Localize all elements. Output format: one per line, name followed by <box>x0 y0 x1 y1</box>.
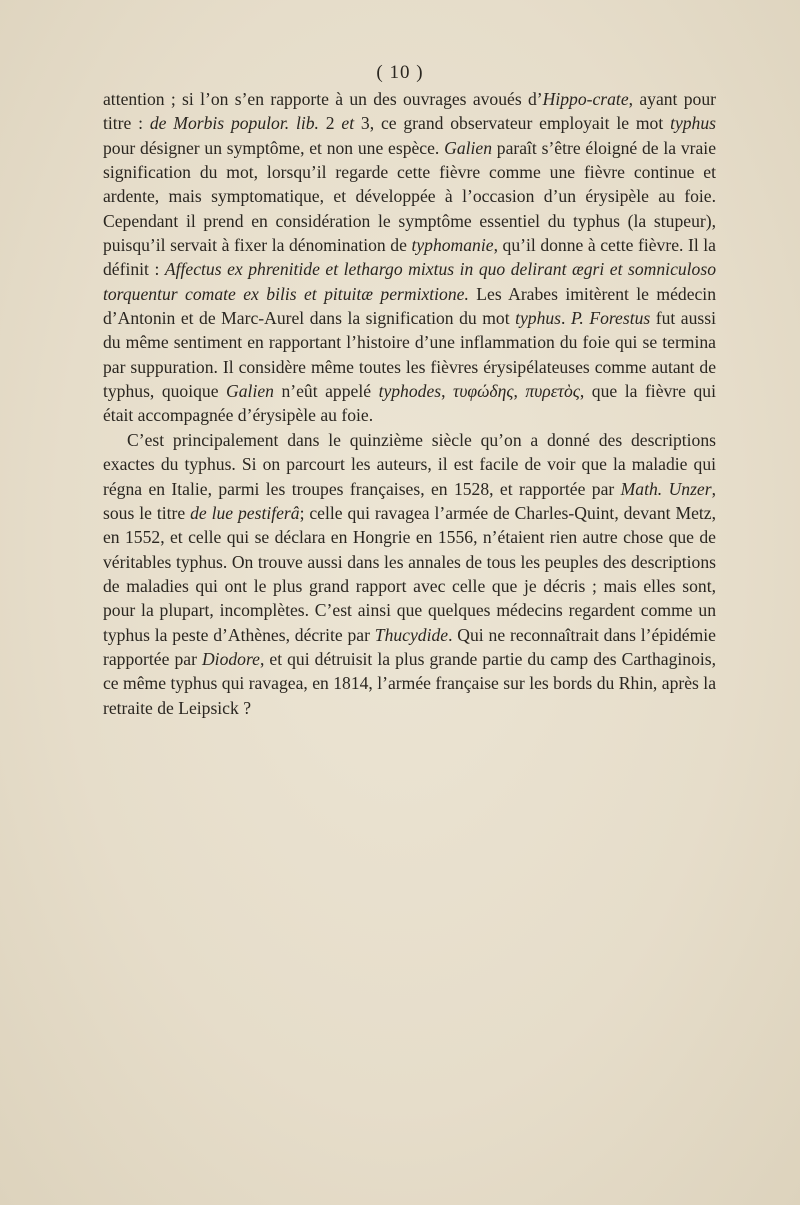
page-number: ( 10 ) <box>376 62 424 83</box>
text-run: , qu’il donne à cette fièvre. Il la définit : <box>103 235 716 280</box>
text-run: . <box>561 308 571 329</box>
text-run: C’est principalement dans le quinzième siècle qu’on a donné des descriptions exactes du typhus. Si on parcourt les auteurs, il est facile de voir que la maladie qui régna en Italie, parmi les troupes françaises, en 1528, et rapportée par <box>103 429 716 499</box>
text-run: Galien <box>226 381 274 402</box>
text-run: Thucydide <box>374 624 449 645</box>
text-run: Diodore <box>201 648 260 669</box>
paragraph-2 <box>103 428 716 720</box>
text-run: P. Forestus <box>570 308 651 329</box>
text-run: n’eût appelé <box>273 381 379 402</box>
text-run: paraît s’être éloigné de la vraie signification du mot, lorsqu’il regarde cette fièvre comme une fièvre continue et ardente, mais symptomatique, et développée à l’occasion d’un érysipèle au foie. Cependant il prend en considération le symptôme essentiel du typhus (la stupeur), puisqu’il servait à fixer la dénomination de <box>103 137 717 256</box>
text-run: Affectus ex phrenitide et lethargo mixtus in quo delirant ægri et somniculoso torquentur comate ex bilis et pituitæ permixtione. <box>103 259 716 304</box>
text-run: Math. Unzer <box>620 478 712 499</box>
text-run: , ayant pour titre : <box>103 89 716 134</box>
text-run: , et qui détruisit la plus grande partie du camp des Carthaginois, ce même typhus qui ravagea, en 1814, l’armée française sur les bords du Rhin, après la retraite de Leipsick ? <box>103 648 716 718</box>
paragraph-1 <box>103 87 716 428</box>
text-run: pour désigner un symptôme, et non une espèce. <box>103 137 445 158</box>
text-run: , sous le titre <box>103 478 716 523</box>
text-run: Les Arabes imitèrent le médecin d’Antonin et de Marc-Aurel dans la signification du mot <box>103 283 716 329</box>
text-run: ; celle qui ravagea l’armée de Charles-Quint, devant Metz, en 1552, et celle qui se déclara en Hongrie en 1556, n’étaient rien autre chose que de véritables typhus. On trouve aussi dans les annales de tous les peuples des descriptions de maladies qui ont le plus grand rapport avec celle que je décris ; mais elles sont, pour la plupart, incomplètes. C’est ainsi que quelques médecins regardent comme un typhus la peste d’Athènes, décrite par <box>103 502 716 645</box>
text-run: . Qui ne reconnaîtrait dans l’épidémie rapportée par <box>103 624 716 669</box>
text-run: typhodes <box>378 381 442 402</box>
text-run: 2 <box>318 113 342 134</box>
text-run: Hippo-crate <box>542 89 629 109</box>
text-run: , que la fièvre qui était accompagnée d’érysipèle au foie. <box>103 381 716 426</box>
text-run: typhus <box>670 113 716 134</box>
text-run: et <box>341 113 355 134</box>
text-run: typhomanie <box>411 235 494 256</box>
text-run: , <box>513 381 526 402</box>
text-run: , <box>441 381 454 402</box>
text-run: de lue pestiferâ <box>190 502 300 523</box>
text-run: Galien <box>444 137 492 158</box>
text-run: 3, ce grand observateur employait le mot <box>354 113 671 134</box>
body-text <box>103 87 716 720</box>
text-run: πυρετὸς <box>525 381 580 402</box>
text-run: τυφώδης <box>453 381 514 402</box>
text-run: fut aussi du même sentiment en rapportant l’histoire d’une inflammation du foie qui se termina par suppuration. Il considère même toutes les fièvres érysipélateuses comme autant de typhus, quoique <box>103 308 716 402</box>
text-run: de Morbis populor. lib. <box>149 113 319 134</box>
text-run: attention ; si l’on s’en rapporte à un des ouvrages avoués d’ <box>103 89 543 109</box>
text-run: typhus <box>515 308 562 329</box>
